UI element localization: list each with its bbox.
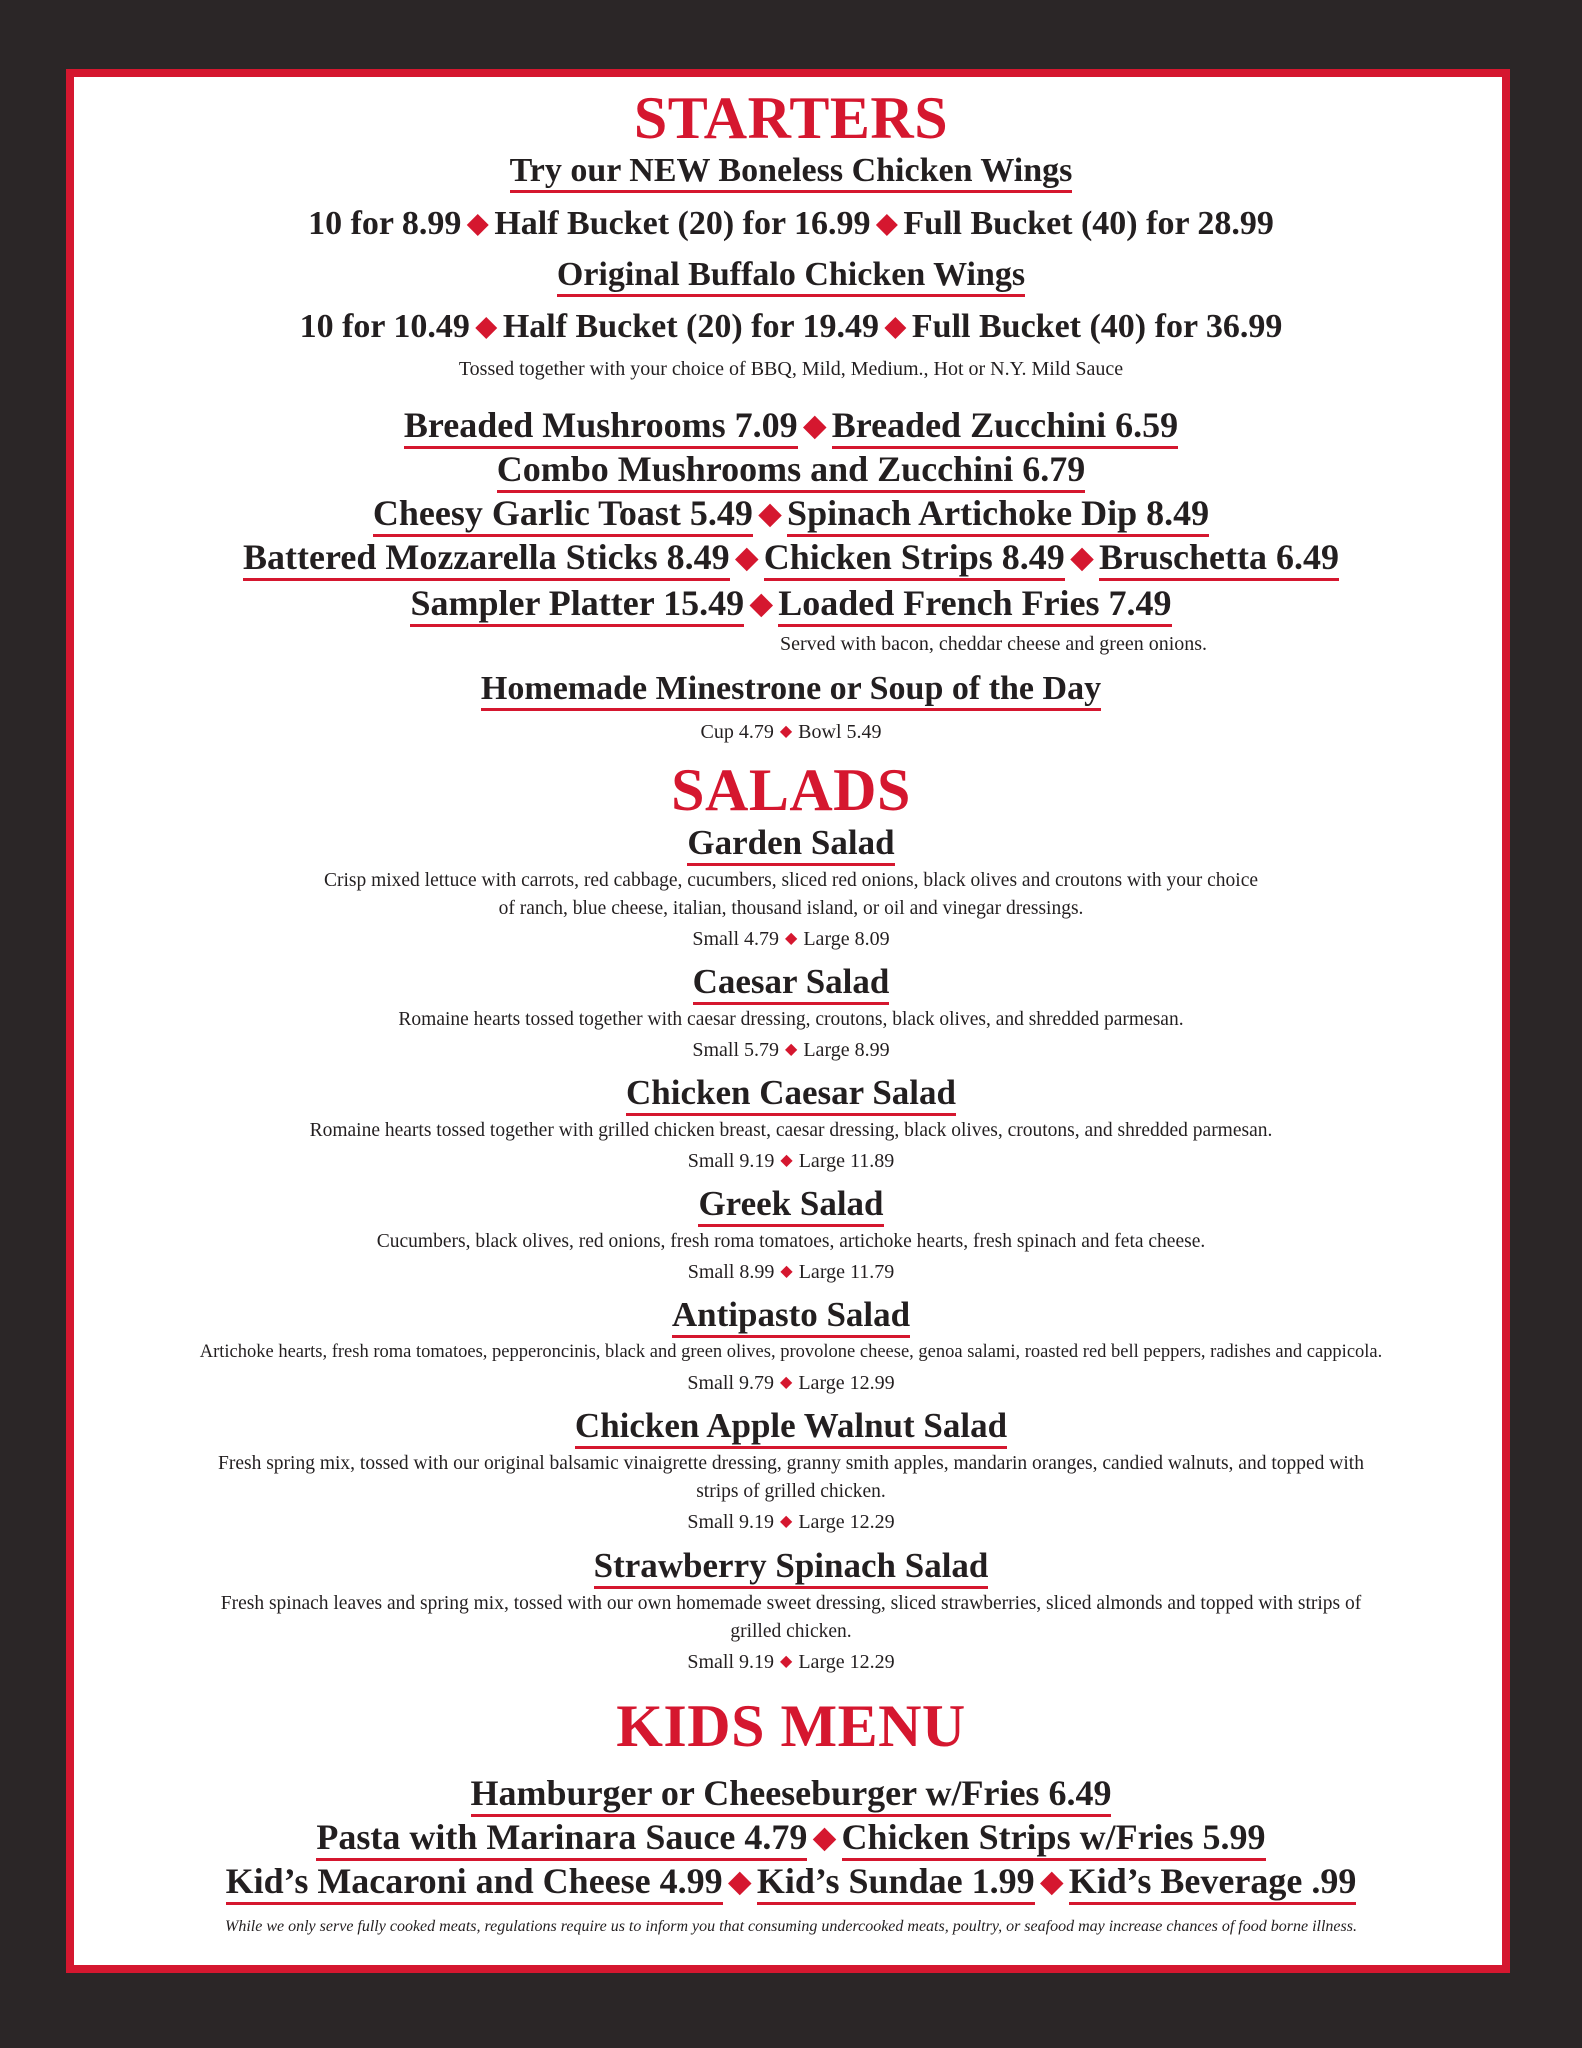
boneless-wings-title: Try our NEW Boneless Chicken Wings [0,152,1582,193]
starter-row: Battered Mozzarella Sticks 8.49 ◆ Chicken Strips 8.49 ◆ Bruschetta 6.49 [0,536,1582,581]
diamond-icon: ◆ [475,311,497,341]
starters-heading: STARTERS [633,85,949,151]
diamond-icon: ◆ [780,1263,793,1280]
salad-name: Garden Salad [0,823,1582,866]
salad-description: strips of grilled chicken. [696,1481,886,1502]
sauce-note: Tossed together with your choice of BBQ, Mild, Medium., Hot or N.Y. Mild Sauce [458,358,1124,380]
salad-prices: Small 5.79 ◆ Large 8.99 [692,1039,890,1061]
salad-prices: Small 9.19 ◆ Large 11.89 [687,1150,895,1172]
salad-name: Antipasto Salad [0,1295,1582,1338]
kids-row: Hamburger or Cheeseburger w/Fries 6.49 [0,1772,1582,1817]
salad-prices: Small 8.99 ◆ Large 11.79 [687,1261,895,1283]
kids-heading: KIDS MENU [616,1693,966,1759]
diamond-icon: ◆ [780,1152,793,1169]
diamond-icon: ◆ [1040,1866,1063,1898]
kids-row: Kid’s Macaroni and Cheese 4.99 ◆ Kid’s Sundae 1.99 ◆ Kid’s Beverage .99 [0,1860,1582,1905]
food-safety-disclaimer: While we only serve fully cooked meats, regulations require us to inform you that consuming undercooked meats, poultry, or seafood may increase chances of food borne illness. [225,1918,1357,1935]
salad-name: Chicken Caesar Salad [0,1073,1582,1116]
salad-prices: Small 9.19 ◆ Large 12.29 [687,1651,895,1673]
salad-description: Romaine hearts tossed together with caesar dressing, croutons, black olives, and shredded parmesan. [398,1009,1184,1030]
diamond-icon: ◆ [467,208,489,238]
salad-name: Chicken Apple Walnut Salad [0,1406,1582,1449]
salad-description: of ranch, blue cheese, italian, thousand island, or oil and vinegar dressings. [498,898,1084,919]
diamond-icon: ◆ [813,1822,836,1854]
starter-row: Sampler Platter 15.49 ◆ Loaded French Fries 7.49 [0,582,1582,627]
salad-name: Caesar Salad [0,962,1582,1005]
salads-heading: SALADS [671,757,911,823]
salad-description: Crisp mixed lettuce with carrots, red cabbage, cucumbers, sliced red onions, black olives and croutons with your choice [323,870,1259,891]
diamond-icon: ◆ [876,208,898,238]
buffalo-wings-prices: 10 for 10.49 ◆ Half Bucket (20) for 19.49 ◆ Full Bucket (40) for 36.99 [299,308,1283,345]
diamond-icon: ◆ [1070,542,1093,574]
salad-name: Greek Salad [0,1184,1582,1227]
diamond-icon: ◆ [884,311,906,341]
salad-prices: Small 4.79 ◆ Large 8.09 [692,928,890,950]
diamond-icon: ◆ [785,930,798,947]
starter-row: Breaded Mushrooms 7.09 ◆ Breaded Zucchini 6.59 [0,404,1582,449]
salad-description: Cucumbers, black olives, red onions, fresh roma tomatoes, artichoke hearts, fresh spinach and feta cheese. [376,1231,1206,1252]
salad-description: grilled chicken. [730,1621,852,1642]
diamond-icon: ◆ [735,542,758,574]
diamond-icon: ◆ [803,410,826,442]
salad-prices: Small 9.19 ◆ Large 12.29 [687,1511,895,1533]
boneless-wings-prices: 10 for 8.99 ◆ Half Bucket (20) for 16.99 ◆ Full Bucket (40) for 28.99 [308,205,1274,242]
soup-title: Homemade Minestrone or Soup of the Day [0,670,1582,711]
soup-prices: Cup 4.79 ◆ Bowl 5.49 [700,721,882,743]
salad-name: Strawberry Spinach Salad [0,1546,1582,1589]
buffalo-wings-title: Original Buffalo Chicken Wings [0,256,1582,297]
salad-description: Fresh spring mix, tossed with our original balsamic vinaigrette dressing, granny smith apples, mandarin oranges, candied walnuts, and topped with [218,1453,1364,1474]
salad-description: Romaine hearts tossed together with grilled chicken breast, caesar dressing, black olives, croutons, and shredded parmesan. [309,1120,1273,1141]
starter-row: Cheesy Garlic Toast 5.49 ◆ Spinach Artichoke Dip 8.49 [0,492,1582,537]
diamond-icon: ◆ [779,723,793,740]
fries-note: Served with bacon, cheddar cheese and green onions. [780,633,1208,655]
diamond-icon: ◆ [780,1374,793,1391]
diamond-icon: ◆ [728,1866,751,1898]
salad-description: Artichoke hearts, fresh roma tomatoes, pepperoncinis, black and green olives, provolone cheese, genoa salami, roasted red bell peppers, radishes and cappicola. [199,1342,1383,1362]
salad-description: Fresh spinach leaves and spring mix, tossed with our own homemade sweet dressing, sliced strawberries, sliced almonds and topped with strips of [220,1593,1362,1614]
diamond-icon: ◆ [785,1041,798,1058]
diamond-icon: ◆ [758,498,782,530]
starter-row: Combo Mushrooms and Zucchini 6.79 [0,448,1582,493]
diamond-icon: ◆ [780,1513,793,1530]
kids-row: Pasta with Marinara Sauce 4.79 ◆ Chicken Strips w/Fries 5.99 [0,1816,1582,1861]
diamond-icon: ◆ [780,1653,793,1670]
salad-prices: Small 9.79 ◆ Large 12.99 [687,1372,895,1394]
diamond-icon: ◆ [750,588,773,620]
